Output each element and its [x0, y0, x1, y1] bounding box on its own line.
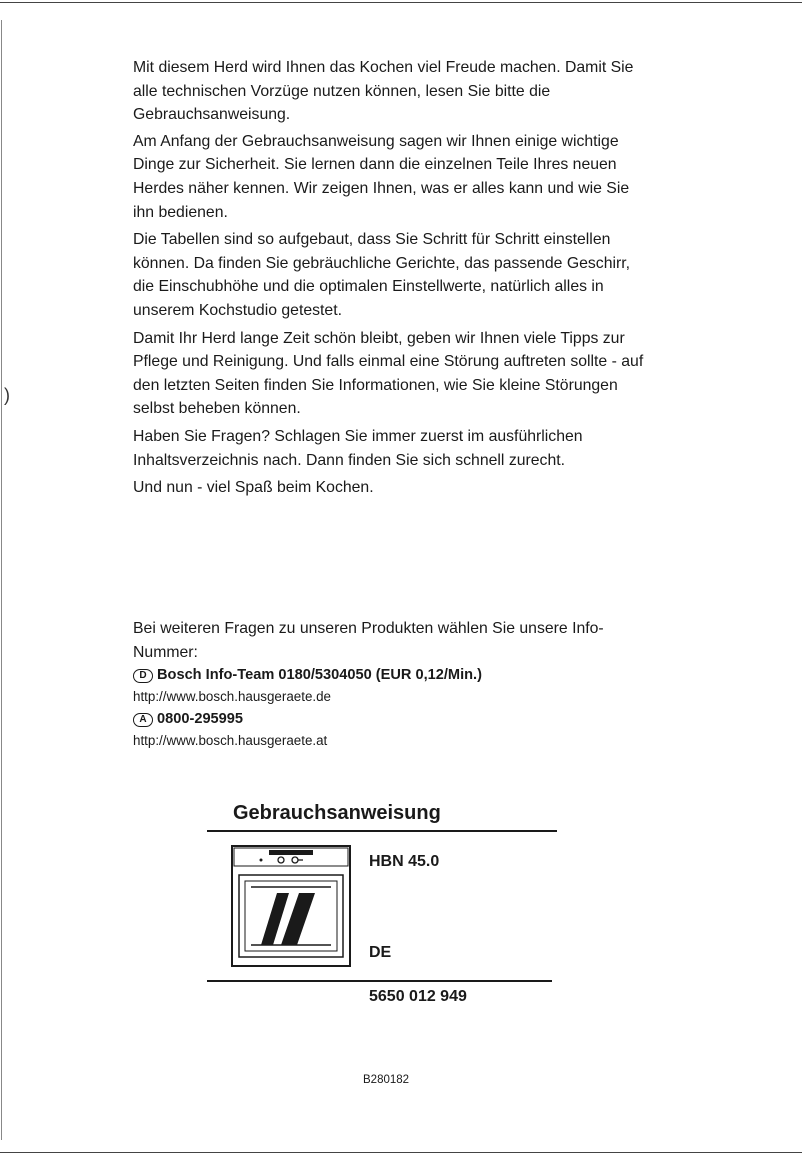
bottom-border-line [0, 1152, 802, 1153]
austria-country-badge: A [133, 713, 153, 727]
austria-url: http://www.bosch.hausgeraete.at [133, 733, 328, 749]
contact-intro: Bei weiteren Fragen zu unseren Produkten wählen Sie unsere Info-Nummer: [133, 620, 604, 661]
intro-paragraph-6: Und nun - viel Spaß beim Kochen. [133, 479, 374, 497]
contact-section [133, 617, 653, 752]
binding-mark: ) [4, 385, 10, 405]
document-number: B280182 [363, 1074, 410, 1086]
germany-url: http://www.bosch.hausgeraete.de [133, 689, 332, 705]
contact-germany-line [133, 664, 653, 686]
germany-country-badge: D [133, 669, 153, 683]
model-number: HBN 45.0 [369, 853, 440, 870]
intro-paragraph-5: Haben Sie Fragen? Schlagen Sie immer zuerst im ausführlichen Inhaltsverzeichnis nach. Dann finden Sie sich schnell zurecht. [133, 427, 583, 469]
intro-paragraph-4: Damit Ihr Herd lange Zeit schön bleibt, geben wir Ihnen viele Tipps zur Pflege und Reinigung. Und falls einmal eine Störung auftreten sollte - auf den letzten Seiten finden Sie Informationen, wie Sie kleine Störungen selbst beheben können. [133, 329, 644, 418]
top-border-line [0, 2, 802, 3]
title-rule [207, 830, 557, 832]
intro-paragraph-2: Am Anfang der Gebrauchsanweisung sagen wir Ihnen einige wichtige Dinge zur Sicherheit. Sie lernen dann die einzelnen Teile Ihres neuen Herdes näher kennen. Wir zeigen Ihnen, was er alles kann und wie Sie ihn bedienen. [133, 132, 630, 221]
intro-paragraph-1: Mit diesem Herd wird Ihnen das Kochen viel Freude machen. Damit Sie alle technischen Vorzüge nutzen können, lesen Sie bitte die Gebrauchsanweisung. [133, 59, 634, 124]
part-number: 5650 012 949 [369, 988, 467, 1005]
germany-phone-text: Bosch Info-Team 0180/5304050 (EUR 0,12/Min.) [157, 667, 482, 684]
cover-title: Gebrauchsanweisung [233, 802, 441, 824]
left-border-line [1, 20, 2, 1140]
contact-austria-line [133, 708, 653, 730]
austria-phone-text: 0800-295995 [157, 711, 244, 728]
oven-illustration-icon [231, 845, 351, 967]
cover-bottom-rule [207, 980, 552, 982]
intro-text [133, 56, 653, 504]
language-code: DE [369, 944, 392, 961]
intro-paragraph-3: Die Tabellen sind so aufgebaut, dass Sie Schritt für Schritt einstellen können. Da finden Sie gebräuchliche Gerichte, das passende Geschirr, die Einschubhöhe und die optimalen Einstellwerte, natürlich alles in unserem Kochstudio getestet. [133, 231, 631, 319]
